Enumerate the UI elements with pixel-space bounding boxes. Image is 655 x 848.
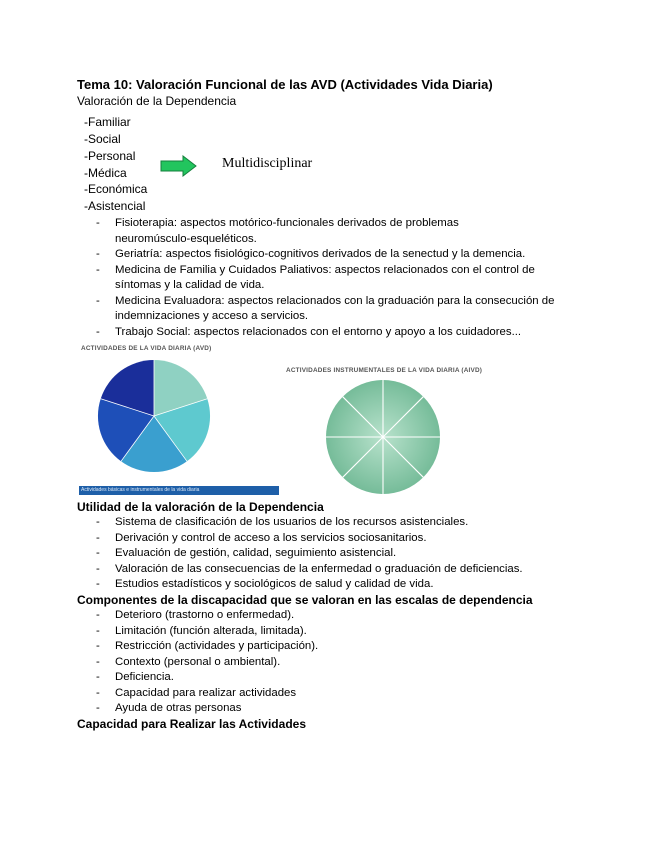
- list-item: [96, 278, 554, 294]
- list-item-text: Trabajo Social: aspectos relacionados con el entorno y apoyo a los cuidadores...: [115, 325, 522, 338]
- list-item-text: Deficiencia.: [115, 671, 174, 683]
- dash-marker: -: [96, 609, 100, 621]
- list-item-text: Sistema de clasificación de los usuarios de los recursos asistenciales.: [115, 516, 469, 528]
- list-item: [96, 294, 554, 310]
- componentes-heading: Componentes de la discapacidad que se valoran en las escalas de dependencia: [77, 593, 533, 607]
- list-item-text: Capacidad para realizar actividades: [115, 686, 297, 699]
- list-item-text: Restricción (actividades y participación).: [115, 640, 319, 652]
- list-item-text: indemnizaciones y acceso a servicios.: [115, 310, 309, 322]
- list-item-text: Valoración de las consecuencias de la enfermedad o graduación de deficiencias.: [115, 562, 523, 575]
- list-item: [96, 247, 554, 263]
- list-item: [96, 701, 318, 717]
- list-item: [96, 263, 554, 279]
- disciplines-list: [96, 216, 554, 340]
- list-item-text: Derivación y control de acceso a los servicios sociosanitarios.: [115, 531, 427, 544]
- list-item-text: síntomas y la calidad de vida.: [115, 279, 265, 291]
- list-item-text: Deterioro (trastorno o enfermedad).: [115, 609, 295, 621]
- document-title: Tema 10: Valoración Funcional de las AVD (Actividades Vida Diaria): [77, 77, 493, 92]
- aspect-item: -Social: [84, 132, 121, 146]
- list-item-text: Limitación (función alterada, limitada).: [115, 624, 307, 637]
- list-item: [96, 577, 523, 593]
- dash-marker: -: [96, 547, 100, 559]
- dash-marker: -: [96, 263, 100, 276]
- list-item-text: Estudios estadísticos y sociológicos de salud y calidad de vida.: [115, 578, 434, 590]
- list-item-text: Medicina de Familia y Cuidados Paliativos: aspectos relacionados con el control de: [115, 263, 535, 276]
- list-item-text: Evaluación de gestión, calidad, seguimiento asistencial.: [115, 547, 397, 559]
- list-item: [96, 515, 523, 531]
- aivd-pie-chart: [324, 378, 442, 496]
- list-item: [96, 562, 523, 578]
- dash-marker: -: [96, 248, 100, 260]
- aspect-item: -Personal: [84, 149, 136, 163]
- figure-caption: Actividades básicas e instrumentales de la vida diaria: [81, 487, 200, 493]
- componentes-list: [96, 608, 318, 717]
- list-item: [96, 655, 318, 671]
- dash-marker: -: [96, 655, 100, 668]
- list-item-text: Ayuda de otras personas: [115, 702, 242, 714]
- list-item-text: Contexto (personal o ambiental).: [115, 655, 281, 668]
- avd-pie-chart: [96, 358, 212, 474]
- dash-marker: -: [96, 686, 100, 699]
- utilidad-list: [96, 515, 523, 593]
- list-item-text: Fisioterapia: aspectos motórico-funcionales derivados de problemas: [115, 217, 459, 229]
- dash-marker: -: [96, 217, 100, 229]
- list-item: [96, 232, 554, 248]
- list-item: [96, 608, 318, 624]
- figure-caption-bar: [79, 486, 279, 495]
- dash-marker: -: [96, 702, 100, 714]
- list-item: [96, 639, 318, 655]
- list-item: [96, 546, 523, 562]
- dash-marker: -: [96, 325, 100, 338]
- right-arrow-icon: [160, 155, 198, 177]
- dash-marker: -: [96, 516, 100, 528]
- avd-chart-title: ACTIVIDADES DE LA VIDA DIARIA (AVD): [81, 345, 212, 352]
- dash-marker: -: [96, 562, 100, 575]
- list-item-text: Medicina Evaluadora: aspectos relacionados con la graduación para la consecución de: [115, 294, 555, 307]
- aivd-chart-title: ACTIVIDADES INSTRUMENTALES DE LA VIDA DIARIA (AIVD): [286, 367, 483, 374]
- dash-marker: -: [96, 531, 100, 544]
- list-item: [96, 325, 554, 341]
- utilidad-heading: Utilidad de la valoración de la Dependencia: [77, 500, 324, 514]
- aivd-pie-dividers: [326, 380, 440, 494]
- dash-marker: -: [96, 294, 100, 307]
- capacidad-heading: Capacidad para Realizar las Actividades: [77, 717, 306, 731]
- dash-marker: -: [96, 640, 100, 652]
- aspect-item: -Asistencial: [84, 199, 146, 213]
- list-item: [96, 670, 318, 686]
- list-item: [96, 309, 554, 325]
- list-item-text: neuromúsculo-esqueléticos.: [115, 232, 257, 245]
- aspect-item: -Familiar: [84, 115, 131, 129]
- dash-marker: -: [96, 578, 100, 590]
- dash-marker: -: [96, 624, 100, 637]
- list-item-text: Geriatría: aspectos fisiológico-cognitivos derivados de la senectud y la demencia.: [115, 248, 526, 260]
- list-item: [96, 216, 554, 232]
- multidisciplinar-label: Multidisciplinar: [222, 156, 313, 171]
- aspect-item: -Económica: [84, 182, 148, 196]
- section-subtitle: Valoración de la Dependencia: [77, 94, 237, 108]
- dash-marker: -: [96, 671, 100, 683]
- list-item: [96, 624, 318, 640]
- list-item: [96, 531, 523, 547]
- list-item: [96, 686, 318, 702]
- aspect-item: -Médica: [84, 166, 127, 180]
